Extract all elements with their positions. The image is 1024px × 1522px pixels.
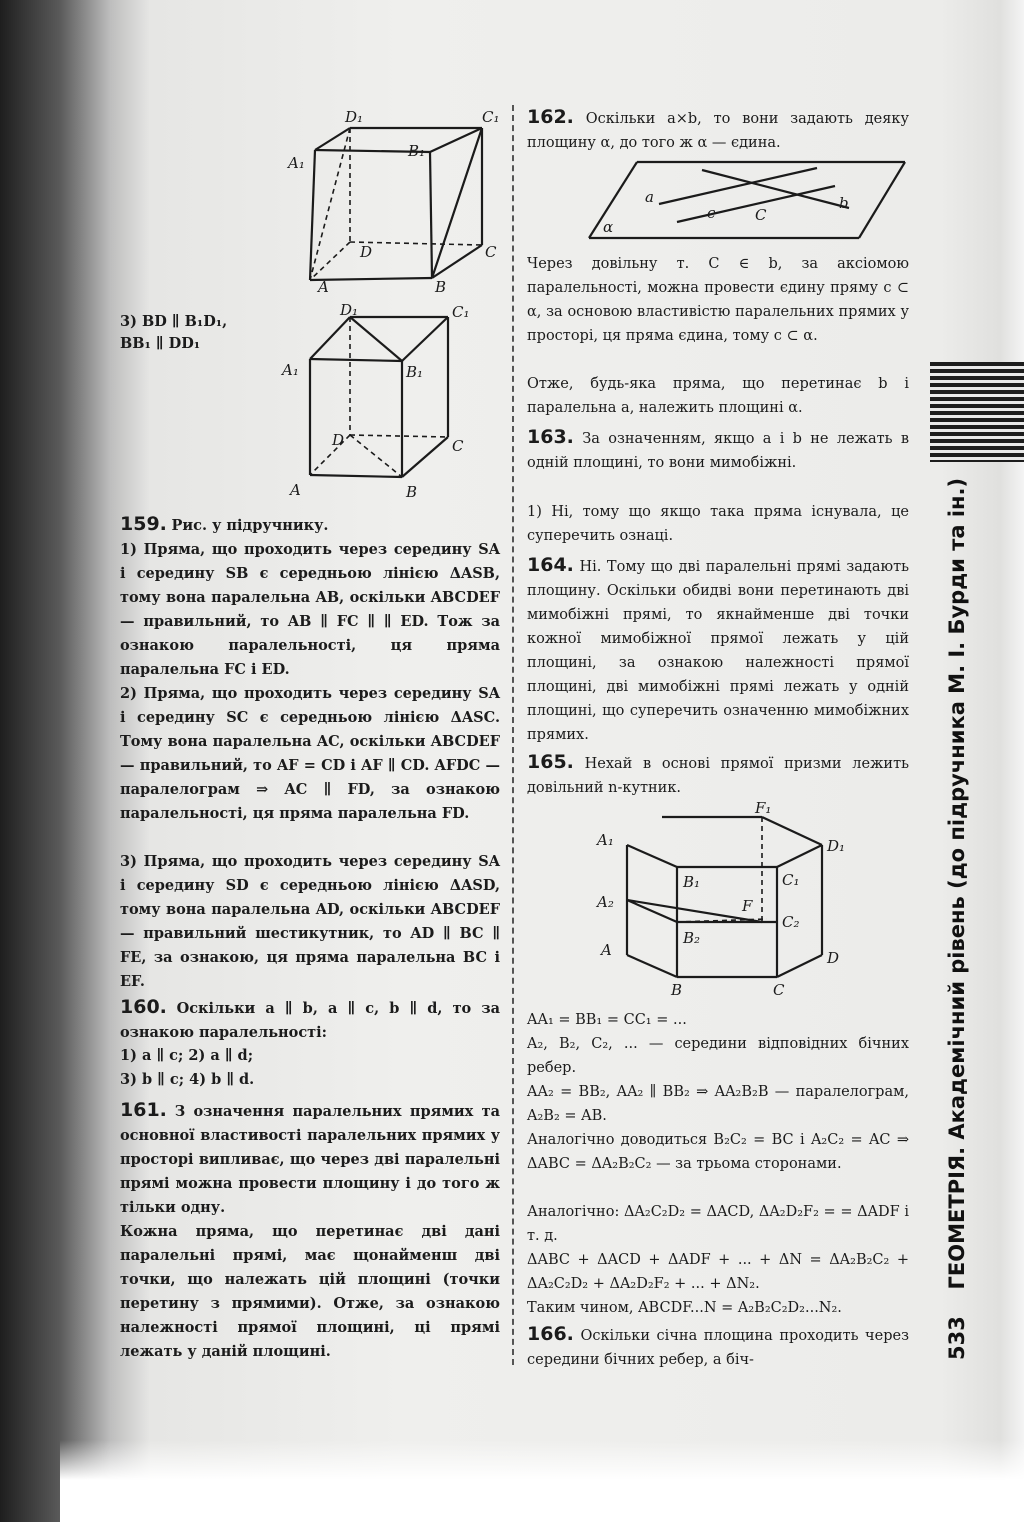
edge bbox=[310, 359, 402, 361]
label: C bbox=[485, 243, 497, 261]
task-161 bbox=[120, 1098, 500, 1220]
task-159-part2: 2) Пряма, що проходить через середину SA і середину SC є середньою лінією ΔASC. Тому вона паралельна AC, оскільки ABCDEF — правильний, то AF = CD і AF ∥ CD. AFDC — паралелограм ⇒ AC ∥ FD, за ознакою паралельності, ця пряма паралельна FD. bbox=[120, 685, 500, 822]
figure-plane bbox=[587, 160, 907, 245]
label: B₂ bbox=[683, 929, 701, 947]
task-162 bbox=[527, 105, 909, 155]
edge bbox=[350, 317, 402, 361]
label: C₂ bbox=[782, 913, 800, 931]
part3-line1: 3) BD ∥ B₁D₁, bbox=[120, 313, 228, 330]
plane-edge bbox=[859, 162, 905, 238]
edge bbox=[402, 317, 448, 361]
edge bbox=[627, 845, 677, 867]
label: C bbox=[452, 437, 464, 455]
label: B bbox=[435, 278, 447, 296]
task-text: Оскільки a ∥ b, a ∥ c, b ∥ d, то за ознакою паралельності: bbox=[120, 1000, 500, 1041]
task-162-part2: Через довільну т. C ∈ b, за аксіомою паралельності, можна провести єдину пряму c ⊂ α, за основою властивістю паралельних прямих у просторі, ця пряма єдина, тому c ⊂ α. bbox=[527, 256, 909, 344]
figure-prism bbox=[587, 799, 857, 1000]
page-number: 533 bbox=[945, 1316, 969, 1360]
label: A₂ bbox=[597, 893, 614, 911]
task-162-part3: Отже, будь-яка пряма, що перетинає b і паралельна a, належить площині α. bbox=[527, 376, 909, 416]
task-text: Ні. Тому що дві паралельні прямі задають площину. Оскільки обидві вони перетинають дві мимобіжні прямі, то якнайменше дві точки кожної мимобіжної прямої лежать у цій площині, за ознакою належності прямої площині, дві мимобіжні прямі лежать у одній площині, що суперечить означенню мимобіжних прямих. bbox=[527, 559, 910, 743]
figure-cube-2 bbox=[270, 301, 480, 501]
task-number: 164. bbox=[527, 554, 574, 576]
task-165 bbox=[527, 750, 909, 800]
thumb-index-tab bbox=[930, 362, 1024, 462]
edge bbox=[777, 845, 822, 867]
label: α bbox=[603, 218, 614, 236]
task-number: 166. bbox=[527, 1323, 574, 1345]
edge bbox=[402, 437, 448, 477]
task-163 bbox=[527, 425, 909, 475]
task-number: 165. bbox=[527, 751, 574, 773]
label: C₁ bbox=[782, 871, 800, 889]
edge bbox=[310, 317, 350, 359]
label: D bbox=[332, 431, 345, 449]
task-text: Оскільки січна площина проходить через середини бічних ребер, а біч- bbox=[527, 1328, 909, 1368]
edge bbox=[432, 128, 482, 278]
task-number: 161. bbox=[120, 1099, 167, 1121]
edge bbox=[430, 152, 432, 278]
task-text: Рис. у підручнику. bbox=[171, 517, 329, 534]
label: D₁ bbox=[827, 837, 846, 855]
task-160-line1: 1) a ∥ c; 2) a ∥ d; bbox=[120, 1047, 254, 1064]
label: A bbox=[290, 481, 301, 499]
task-160-line2: 3) b ∥ c; 4) b ∥ d. bbox=[120, 1071, 255, 1088]
label: C bbox=[755, 206, 767, 224]
hidden-edge bbox=[350, 435, 448, 437]
label: F₁ bbox=[755, 799, 772, 817]
label: A₁ bbox=[288, 154, 305, 172]
task-number: 160. bbox=[120, 996, 167, 1018]
task-166 bbox=[527, 1322, 909, 1372]
task-163-part2: 1) Ні, тому що якщо така пряма існувала, це суперечить ознаці. bbox=[527, 504, 909, 544]
label: D bbox=[827, 949, 840, 967]
edge bbox=[310, 150, 315, 280]
edge bbox=[777, 955, 822, 977]
page-bottom-edge bbox=[60, 1440, 1024, 1522]
task-160 bbox=[120, 995, 500, 1045]
task-165-line2: A₂, B₂, C₂, ... — середини відповідних бічних ребер. bbox=[527, 1036, 909, 1076]
label: b bbox=[839, 194, 849, 212]
book-title: ГЕОМЕТРІЯ. Академічний рівень (до підручника М. І. Бурди та ін.) bbox=[945, 477, 969, 1290]
hidden-edge bbox=[310, 242, 350, 280]
label: B₁ bbox=[683, 873, 701, 891]
edge bbox=[432, 245, 482, 278]
task-161-part2: Кожна пряма, що перетинає дві дані паралельні прямі, має щонайменш дві точки, що належать цій площині (точки перетину з прямими). Отже, за ознакою належності прямої площині, ці прямі лежать у даній площині. bbox=[120, 1223, 500, 1360]
label: B bbox=[671, 981, 683, 999]
edge bbox=[627, 955, 677, 977]
label: C₁ bbox=[482, 108, 500, 126]
label: a bbox=[645, 188, 654, 206]
label: C bbox=[773, 981, 785, 999]
label: B bbox=[406, 483, 418, 501]
task-165-line4: Аналогічно доводиться B₂C₂ = BC і A₂C₂ = AC ⇒ ΔABC = ΔA₂B₂C₂ — за трьома сторонами. bbox=[527, 1132, 909, 1172]
label: A₁ bbox=[597, 831, 614, 849]
column-divider bbox=[512, 105, 514, 1365]
task-159-part3: 3) Пряма, що проходить через середину SA і середину SD є середньою лінією ΔASD, тому вона паралельна AD, оскільки ABCDEF — правильний шестикутник, то AD ∥ BC ∥ FE, за ознакою, ця пряма паралельна BC і EF. bbox=[120, 853, 500, 990]
label: D bbox=[360, 243, 373, 261]
label: D₁ bbox=[345, 108, 364, 126]
running-title bbox=[945, 478, 969, 1360]
label: B₁ bbox=[408, 142, 426, 160]
figure-cube-1 bbox=[220, 100, 500, 296]
label: F bbox=[742, 897, 753, 915]
task-text: Нехай в основі прямої призми лежить довільний n-кутник. bbox=[527, 756, 909, 796]
line-a bbox=[659, 168, 817, 204]
hidden-edge bbox=[350, 435, 402, 477]
task-number: 163. bbox=[527, 426, 574, 448]
task-159-header bbox=[120, 512, 500, 538]
task-number: 159. bbox=[120, 513, 167, 535]
task-165-line6: ΔABC + ΔACD + ΔADF + ... + ΔN = ΔA₂B₂C₂ + ΔA₂C₂D₂ + ΔA₂D₂F₂ + ... + ΔN₂. bbox=[527, 1252, 909, 1292]
label: D₁ bbox=[340, 301, 359, 319]
edge bbox=[310, 475, 402, 477]
label: A bbox=[318, 278, 329, 296]
task-text: Оскільки a×b, то вони задають деяку площину α, до того ж α — єдина. bbox=[527, 111, 910, 151]
label: A₁ bbox=[282, 361, 299, 379]
task-165-line3: AA₂ = BB₂, AA₂ ∥ BB₂ ⇒ AA₂B₂B — паралелограм, A₂B₂ = AB. bbox=[527, 1084, 909, 1124]
task-165-line1: AA₁ = BB₁ = CC₁ = ... bbox=[527, 1012, 687, 1028]
task-164 bbox=[527, 553, 909, 747]
part3-line2: BB₁ ∥ DD₁ bbox=[120, 335, 201, 352]
task-text: За означенням, якщо a і b не лежать в одній площині, то вони мимобіжні. bbox=[527, 431, 910, 471]
task-165-line7: Таким чином, ABCDF...N = A₂B₂C₂D₂...N₂. bbox=[527, 1300, 842, 1316]
label: c bbox=[707, 204, 716, 222]
task-165-line5: Аналогічно: ΔA₂C₂D₂ = ΔACD, ΔA₂D₂F₂ = = ΔADF і т. д. bbox=[527, 1204, 909, 1244]
task-159-part1: 1) Пряма, що проходить через середину SA і середину SB є середньою лінією ΔASB, тому вона паралельна AB, оскільки ABCDEF — правильний, то AB ∥ FC ∥ ∥ ED. Тож за ознакою паралельності, ця пряма паралельна FC і ED. bbox=[120, 541, 500, 678]
label: A bbox=[601, 941, 612, 959]
task-number: 162. bbox=[527, 106, 574, 128]
label: B₁ bbox=[406, 363, 424, 381]
label: C₁ bbox=[452, 303, 470, 321]
edge bbox=[762, 817, 822, 845]
task-text: З означення паралельних прямих та основної властивості паралельних прямих у просторі випливає, що через дві паралельні прямі можна провести площину і до того ж тільки одну. bbox=[120, 1103, 500, 1216]
